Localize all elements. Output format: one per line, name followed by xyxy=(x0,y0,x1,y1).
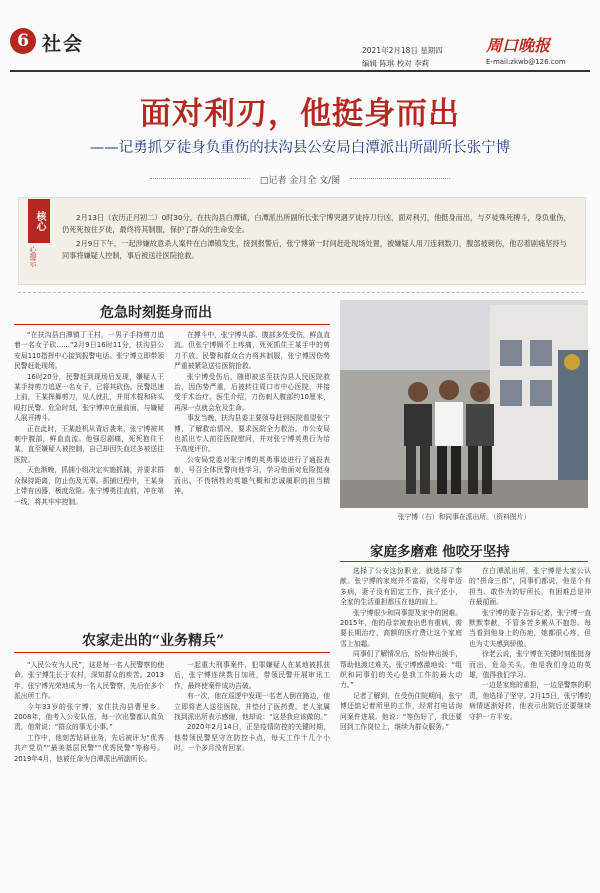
paragraph: 有一次，他在巡逻中发现一名老人倒在路边，他立即将老人送往医院，并垫付了医药费。老人家属找到派出所表示感谢，他却说：“这是我应该做的。” xyxy=(174,692,330,722)
heading-underline xyxy=(14,324,330,325)
paragraph: 天色渐晚，抓捕小组决定实施抓捕，并要求群众保持距离，防止伤及无辜。抓捕过程中，王某身上带有凶器，极度危险。张宁博勇往直前，冲在第一线，将其牢牢控制。 xyxy=(14,466,164,506)
intro-tag: 核心 xyxy=(28,199,50,243)
intro-text xyxy=(62,212,572,264)
paragraph: 同事们了解情况后，纷纷伸出援手，帮助他渡过难关。张宁博感激地说：“组织和同事们的关心是我工作的最大动力。” xyxy=(340,650,462,690)
headline: 面对利刃，他挺身而出 xyxy=(140,96,460,132)
paragraph: 记者了解到，在受伤住院期间，张宁博还惦记着所里的工作，经常打电话询问案件进展。他说：“等伤好了，我还要回到工作岗位上，继续为群众服务。” xyxy=(340,691,462,732)
article-column-1 xyxy=(14,330,164,618)
section-heading-elite: 农家走出的“业务精兵” xyxy=(82,633,225,649)
paragraph: “人民公安为人民”，这是每一名人民警察的使命。张宁博生长于农村，深知群众的疾苦。2013年，张宁博光荣地成为一名人民警察，先后在多个派出所工作。 xyxy=(14,661,164,701)
paragraph: 张宁博很少和同事提及家中的困难。2015年，他的母亲被查出患有重病，需要长期治疗，高额的医疗费让这个家庭雪上加霜。 xyxy=(340,608,462,648)
page-header xyxy=(0,0,600,74)
intro-paragraph: 2月9日下午，一起涉嫌故意杀人案件在白潭镇发生，接到报警后，张宁博第一时间赶赴现场处置，被嫌疑人用刀连刺数刀，腹部被刺伤，他忍着剧痛坚持与同事将嫌疑人控制，事后被送往医院抢救。 xyxy=(62,239,567,260)
paragraph: 2020年2月14日，正是疫情防控的关键时期，他带领民警坚守在防控卡点，每天工作十几个小时，一个多月没有回家。 xyxy=(174,723,330,753)
editors-line: 编辑 陈琪 校对 李莉 xyxy=(362,59,430,68)
heading-underline xyxy=(340,561,588,562)
issue-date: 2021年2月18日 星期四 xyxy=(362,46,443,55)
intro-paragraph: 2月13日（农历正月初二）0时30分，在扶沟县白潭镇，白潭派出所副所长张宁博突遇歹徒持刀行凶，面对利刃，他挺身而出，与歹徒殊死搏斗，身负重伤，仍死死按住歹徒，最终将其制服，保护了群众的生命安全。 xyxy=(62,213,571,234)
paragraph: 选择了公安这份职业，就选择了奉献。张宁博的家庭并不富裕，父母年迈多病，妻子没有固定工作，孩子还小，全家的生活重担都压在他的肩上。 xyxy=(340,567,462,607)
paragraph: 张宁博受伤后，随即被送至扶沟县人民医院救治，因伤势严重，后被转往周口市中心医院，并接受手术治疗。医生介绍，刀伤刺入腹部约10厘米，再深一点就会危及生命。 xyxy=(174,372,330,412)
subheadline: ——记勇抓歹徒身负重伤的扶沟县公安局白潭派出所副所长张宁博 xyxy=(89,140,511,156)
paragraph: 今年33岁的张宁博，家住扶沟县曹里乡。2008年，他考入公安队伍，每一次出警都认真负责，他常说：“群众的事无小事。” xyxy=(14,702,164,732)
paragraph: 一起重大刑事案件，犯罪嫌疑人在某地被抓获后，张宁博连续数日加班，带领民警开展审讯工作，最终使案件成功告破。 xyxy=(174,661,330,690)
photo-caption: 张宁博（右）和同事在派出所。（资料图片） xyxy=(397,513,531,521)
byline-divider-right xyxy=(350,178,450,180)
section-heading-danger: 危急时刻挺身而出 xyxy=(100,305,212,321)
paragraph: 工作中，他刻苦钻研业务，先后被评为“优秀共产党员”“最美基层民警”“优秀民警”等称号。2019年4月，他被任命为白潭派出所副所长。 xyxy=(14,733,164,763)
paragraph: 一边是家庭的重担，一边是警察的职责，他选择了坚守。2月15日，张宁博的病情逐渐好转，他表示出院后还要继续守护一方平安。 xyxy=(469,681,591,721)
paragraph: 事发当晚，扶沟县委主要领导赶到医院看望张宁博，了解救治情况，要求医院全力救治。市公安局也派出专人前往医院慰问，并对张宁博英勇行为给予高度评价。 xyxy=(174,414,330,454)
byline: □记者 金月全 文/图 xyxy=(259,176,341,186)
heading-underline xyxy=(14,652,330,653)
article-column-3 xyxy=(14,660,164,884)
article-column-2 xyxy=(174,330,330,618)
paragraph: 张宁博的妻子告诉记者，张宁博一直默默奉献，不管多苦多累从不抱怨。每当看到他身上的伤疤，她都很心疼，但也为丈夫感到骄傲。 xyxy=(469,608,591,648)
article-column-6 xyxy=(469,566,591,884)
article-column-4 xyxy=(174,660,330,884)
article-column-5 xyxy=(340,566,462,884)
section-separator xyxy=(18,292,584,293)
page-number-badge: 6 xyxy=(10,28,36,54)
paragraph: 公安局党委对张宁博的英勇事迹进行了通报表彰，号召全体民警向他学习，学习他面对危险挺身而出、不畏牺牲的英雄气概和忠诚履职的担当精神。 xyxy=(174,455,330,496)
paragraph: “在扶沟县白潭镇丁王村，一男子手持剪刀追着一名女子砍……”2月9日16时11分，扶沟县公安局110指挥中心接到报警电话。张宁博立即带领民警赶赴现场。 xyxy=(14,331,164,371)
section-title: 社会 xyxy=(42,33,85,55)
newspaper-brand: 周口晚报 xyxy=(486,36,551,55)
paragraph: 在白潭派出所，张宁博是大家公认的“拼命三郎”，同事们都说，他是个有担当、敢作为的好所长，有困难总是冲在最前面。 xyxy=(469,567,591,607)
intro-subtag: 心提示 xyxy=(29,246,37,267)
paragraph: 正在此时，王某趁机从背后袭来，张宁博被其刺中腹部，鲜血直流。他强忍剧痛，死死抱住王某，直至嫌疑人被控制，自己却因失血过多被送往医院。 xyxy=(14,424,164,464)
section-heading-family: 家庭多磨难 他咬牙坚持 xyxy=(370,544,510,560)
header-rule xyxy=(10,70,590,72)
paragraph: 徐老云说，张宁博在关键时刻能挺身而出，危急关头，他是我们身边的英雄，值得我们学习。 xyxy=(469,650,591,680)
photo-illustration xyxy=(340,300,588,508)
paragraph: 在搏斗中，张宁博头部、腹部多处受伤，鲜血直流。但张宁博顾不上疼痛，死死抓住王某手中的剪刀不放。民警和群众合力将其制服，张宁博因伤势严重被紧急送往医院抢救。 xyxy=(174,331,330,371)
paragraph: 16时20分，民警赶到现场后发现，嫌疑人王某手持剪刀追逐一名女子，已将其砍伤。民警迅速上前，王某挥舞剪刀，见人就扎，并用木棍和砖头殴打民警。危急时刻，张宁博冲在最前面，与嫌疑人展开搏斗。 xyxy=(14,372,164,423)
article-photo xyxy=(340,300,588,508)
contact-email: E-mail:zkwb@126.com xyxy=(486,58,566,66)
